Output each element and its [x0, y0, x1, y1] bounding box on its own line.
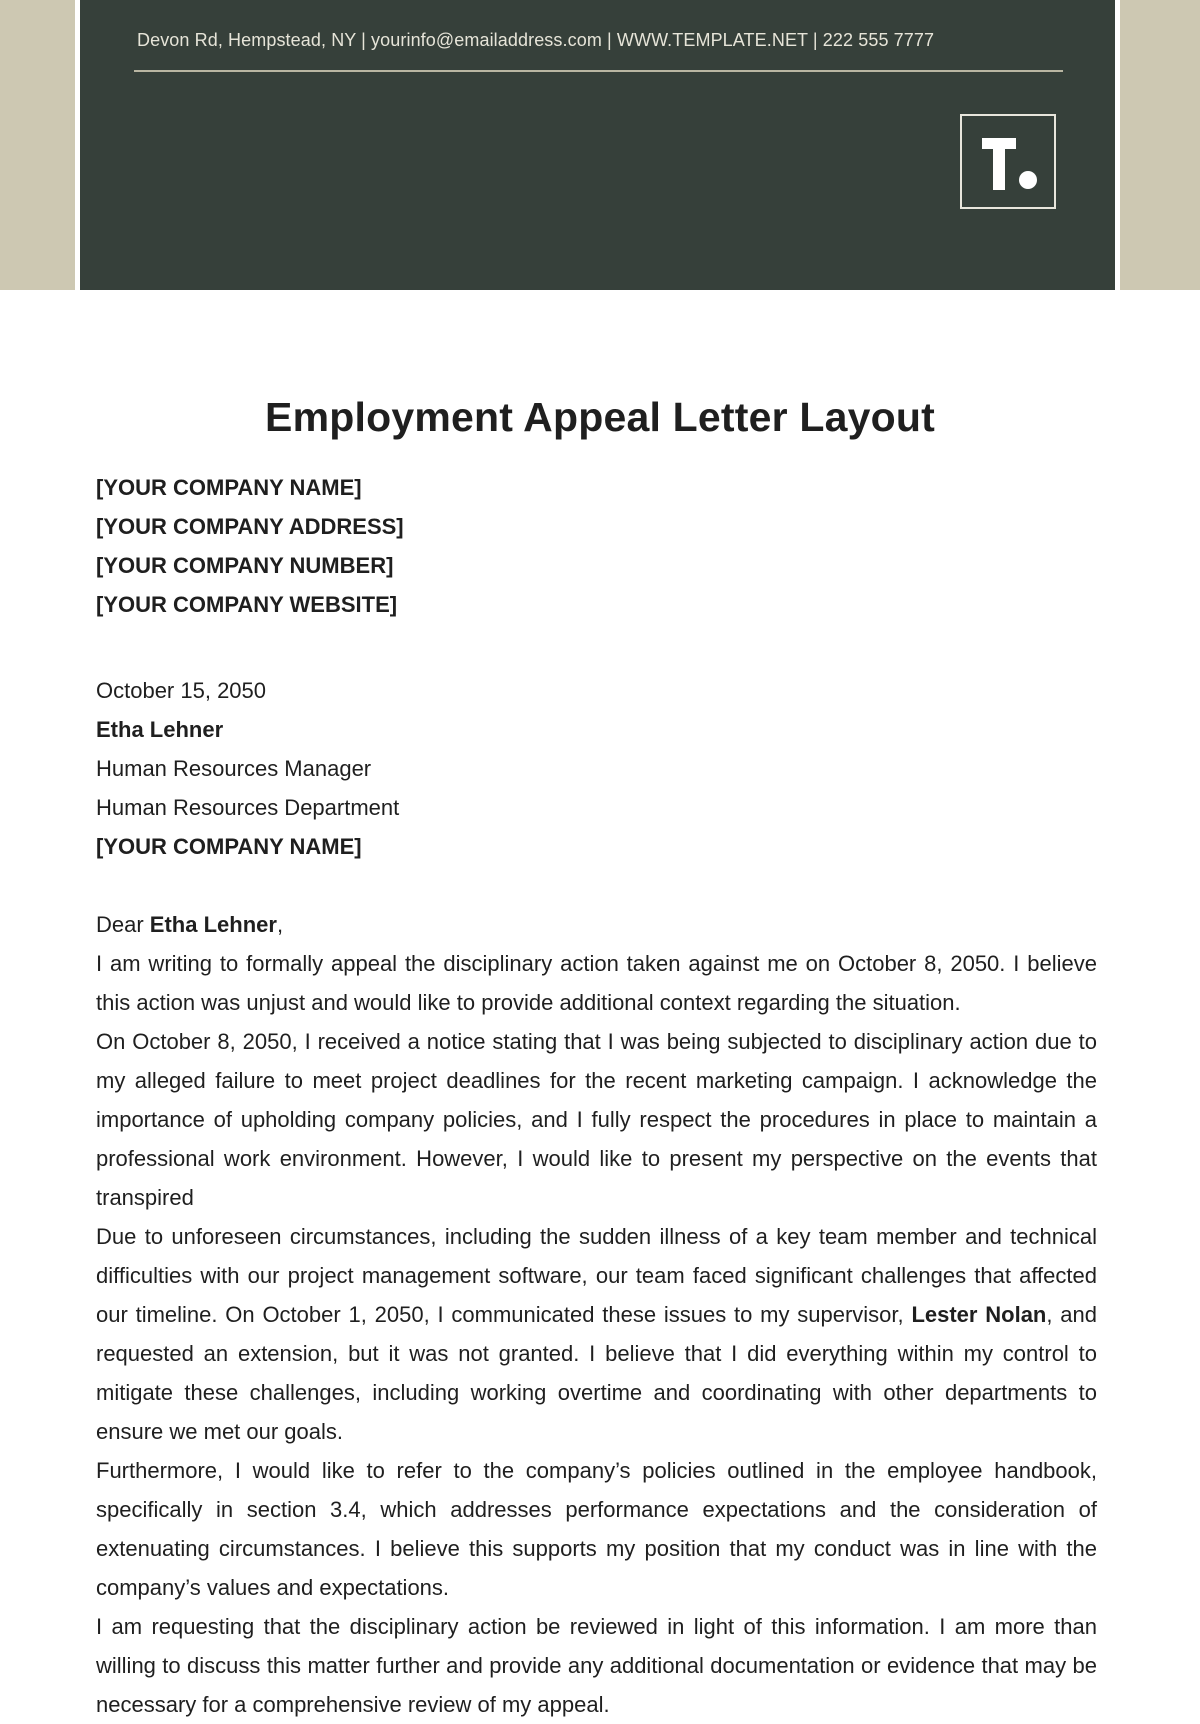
company-name: [YOUR COMPANY NAME] — [96, 475, 362, 500]
paragraph-4: Furthermore, I would like to refer to the company’s policies outlined in the employee handbook, specifically in section 3.4, which addresses performance expectations and the consideration of extenuating circumstances. I believe this supports my position that my conduct was in line with the company’s values and expectations. — [96, 1458, 1097, 1600]
supervisor-name: Lester Nolan — [911, 1302, 1047, 1327]
company-address: [YOUR COMPANY ADDRESS] — [96, 514, 404, 539]
paragraph-2: On October 8, 2050, I received a notice stating that I was being subjected to disciplinary action due to my alleged failure to meet project deadlines for the recent marketing campaign. I acknowledge the importance of upholding company policies, and I fully respect the procedures in place to maintain a professional work environment. However, I would like to present my perspective on the events that transpired — [96, 1029, 1097, 1210]
recipient-company: [YOUR COMPANY NAME] — [96, 834, 362, 859]
paragraph-3-text-a: Due to unforeseen circumstances, including the sudden illness of a key team member and technical difficulties with our project management software, our team faced significant challenges that affected our timeline. On October 1, 2050, I communicated these issues to my supervisor, — [96, 1224, 1097, 1327]
recipient-name: Etha Lehner — [96, 717, 224, 742]
company-website: [YOUR COMPANY WEBSITE] — [96, 592, 398, 617]
paragraph-3 — [96, 1217, 1097, 1451]
company-info-block — [96, 468, 404, 624]
contact-line: Devon Rd, Hempstead, NY | yourinfo@emailaddress.com | WWW.TEMPLATE.NET | 222 555 7777 — [137, 30, 935, 50]
paragraph-5: I am requesting that the disciplinary action be reviewed in light of this information. I am more than willing to discuss this matter further and provide any additional documentation or evidence that may be necessary for a comprehensive review of my appeal. — [96, 1614, 1097, 1717]
header-divider — [134, 70, 1063, 72]
logo-mark — [982, 138, 1038, 190]
letter-body — [96, 905, 1097, 1724]
paragraph-3-text-b: , and requested an extension, but it was not granted. I believe that I did everything within my control to mitigate these challenges, including working overtime and coordinating with other departments to ensure we met our goals. — [96, 1302, 1097, 1444]
paragraph-1: I am writing to formally appeal the disciplinary action taken against me on October 8, 2050. I believe this action was unjust and would like to provide additional context regarding the situation. — [96, 951, 1097, 1015]
recipient-title: Human Resources Manager — [96, 756, 372, 781]
salutation-name: Etha Lehner — [149, 912, 277, 937]
salutation — [96, 905, 1097, 944]
recipient-block — [96, 671, 399, 866]
salutation-suffix: , — [276, 912, 284, 937]
company-number: [YOUR COMPANY NUMBER] — [96, 553, 394, 578]
template-t-logo-icon — [960, 114, 1056, 209]
document-title: Employment Appeal Letter Layout — [265, 394, 935, 440]
recipient-department: Human Resources Department — [96, 795, 400, 820]
letter-date: October 15, 2050 — [96, 678, 267, 703]
salutation-prefix: Dear — [96, 912, 150, 937]
